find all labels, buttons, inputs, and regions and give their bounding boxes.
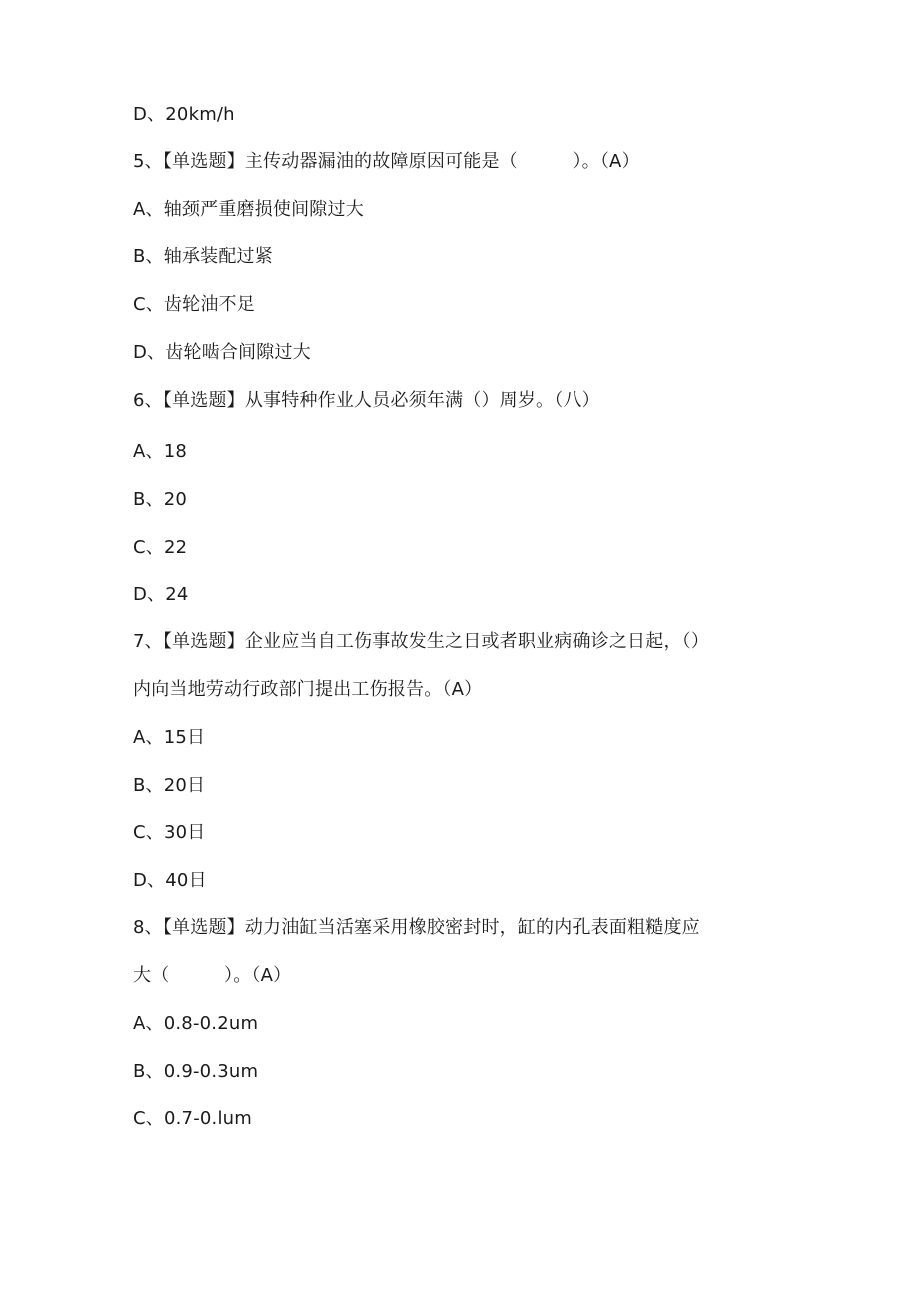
q5-option-c: C、齿轮油不足: [133, 294, 255, 315]
q6-option-c: C、22: [133, 537, 188, 558]
q5-option-b: B、轴承装配过紧: [133, 246, 273, 267]
q7-option-c: C、30日: [133, 822, 206, 843]
q8-stem-line1: 8、【单选题】动力油缸当活塞采用橡胶密封时，缸的内孔表面粗糙度应: [133, 917, 700, 938]
q8-option-a: A、0.8-0.2um: [133, 1013, 259, 1034]
q5-stem: 5、【单选题】主传动器漏油的故障原因可能是（ ）。（A）: [133, 151, 640, 172]
q8-option-c: C、0.7-0.lum: [133, 1108, 253, 1129]
q6-option-a: A、18: [133, 441, 188, 462]
q4-option-d: D、20km/h: [133, 104, 235, 125]
q7-option-a: A、15日: [133, 727, 206, 748]
q5-option-d: D、齿轮啮合间隙过大: [133, 342, 311, 363]
q7-stem-line2: 内向当地劳动行政部门提出工伤报告。（A）: [133, 679, 483, 700]
q6-stem: 6、【单选题】从事特种作业人员必须年满（）周岁。（八）: [133, 390, 600, 411]
q7-option-d: D、40日: [133, 870, 207, 891]
q7-stem-line1: 7、【单选题】企业应当自工伤事故发生之日或者职业病确诊之日起，（）: [133, 631, 710, 652]
q6-option-b: B、20: [133, 489, 188, 510]
q5-option-a: A、轴颈严重磨损使间隙过大: [133, 199, 364, 220]
q6-option-d: D、24: [133, 584, 189, 605]
q7-option-b: B、20日: [133, 775, 206, 796]
q8-stem-line2: 大（ ）。（A）: [133, 965, 292, 986]
q8-option-b: B、0.9-0.3um: [133, 1061, 259, 1082]
